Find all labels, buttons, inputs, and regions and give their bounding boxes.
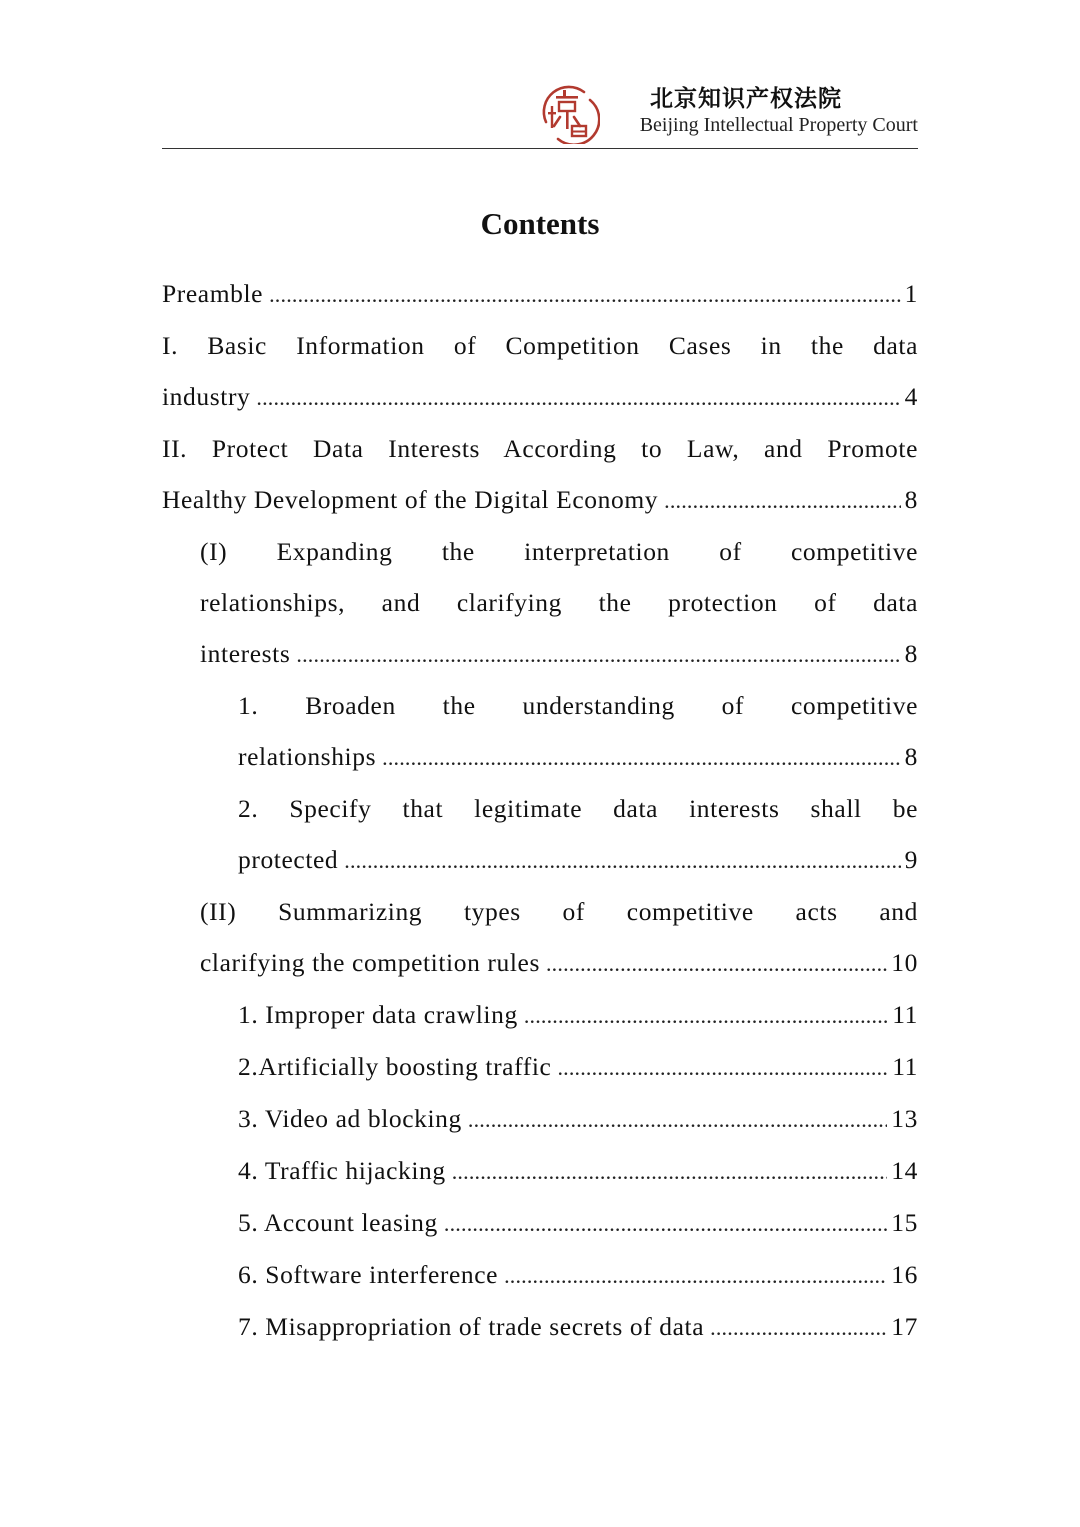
toc-entry-title: clarifying the competition rules: [200, 948, 540, 977]
toc-entry-text-line: relationships, and clarifying the protection of data: [200, 588, 918, 617]
dot-leader: [504, 1250, 887, 1301]
dot-leader: [664, 475, 901, 526]
toc-page-number: 11: [892, 1000, 918, 1029]
table-of-contents: [162, 268, 918, 1353]
toc-entry[interactable]: [162, 1093, 918, 1145]
toc-entry-title: 3. Video ad blocking: [238, 1104, 462, 1133]
toc-entry-text-line: (II) Summarizing types of competitive acts and: [200, 897, 918, 926]
toc-entry[interactable]: [162, 1041, 918, 1093]
toc-entry-title: 5. Account leasing: [238, 1208, 438, 1237]
toc-entry[interactable]: [162, 1197, 918, 1249]
toc-entry-title: interests: [200, 639, 291, 668]
toc-entry-title: 1. Improper data crawling: [238, 1000, 518, 1029]
toc-entry[interactable]: [162, 268, 918, 320]
toc-page-number: 17: [891, 1312, 918, 1341]
toc-entry-title: Preamble: [162, 279, 264, 308]
toc-entry-final-line: [238, 989, 918, 1041]
toc-entry-text-line: 2. Specify that legitimate data interests shall be: [238, 794, 918, 823]
court-logo-icon: [538, 82, 600, 144]
toc-entry-title: protected: [238, 845, 339, 874]
page-header: [162, 80, 918, 149]
toc-page-number: 11: [892, 1052, 918, 1081]
toc-entry-title: relationships: [238, 742, 377, 771]
dot-leader: [382, 732, 901, 783]
dot-leader: [557, 1042, 888, 1093]
toc-entry[interactable]: [162, 680, 918, 783]
toc-entry-title: Healthy Development of the Digital Economy: [162, 485, 659, 514]
court-name-chinese: 北京知识产权法院: [650, 86, 842, 112]
toc-entry-title: 6. Software interference: [238, 1260, 499, 1289]
dot-leader: [468, 1094, 887, 1145]
toc-page-number: 16: [891, 1260, 918, 1289]
toc-entry-final-line: [238, 1093, 918, 1145]
toc-entry-text-line: (I) Expanding the interpretation of competitive: [200, 537, 918, 566]
toc-entry[interactable]: [162, 423, 918, 526]
toc-page-number: 8: [904, 639, 918, 668]
toc-entry-title: industry: [162, 382, 251, 411]
toc-entry-final-line: [238, 1145, 918, 1197]
toc-page-number: 9: [904, 845, 918, 874]
toc-page-number: 15: [891, 1208, 918, 1237]
dot-leader: [710, 1302, 887, 1353]
toc-page-number: 14: [891, 1156, 918, 1185]
toc-entry[interactable]: [162, 989, 918, 1041]
toc-entry-text-line: 1. Broaden the understanding of competitive: [238, 691, 918, 720]
toc-entry-title: 4. Traffic hijacking: [238, 1156, 446, 1185]
toc-entry-final-line: [238, 1197, 918, 1249]
toc-entry-final-line: [238, 731, 918, 783]
toc-entry-final-line: [238, 834, 918, 886]
toc-entry[interactable]: [162, 783, 918, 886]
toc-entry[interactable]: [162, 320, 918, 423]
toc-entry[interactable]: [162, 886, 918, 989]
toc-entry-final-line: [200, 628, 918, 680]
toc-entry[interactable]: [162, 1249, 918, 1301]
dot-leader: [296, 629, 900, 680]
dot-leader: [452, 1146, 888, 1197]
toc-entry-text-line: II. Protect Data Interests According to Law, and Promote: [162, 434, 918, 463]
dot-leader: [269, 269, 901, 320]
toc-page-number: 10: [891, 948, 918, 977]
toc-entry[interactable]: [162, 1301, 918, 1353]
dot-leader: [256, 372, 900, 423]
toc-entry-final-line: [162, 268, 918, 320]
toc-page-number: 13: [891, 1104, 918, 1133]
toc-entry-title: 7. Misappropriation of trade secrets of data: [238, 1312, 705, 1341]
toc-entry-final-line: [200, 937, 918, 989]
toc-entry-title: 2.Artificially boosting traffic: [238, 1052, 552, 1081]
toc-entry[interactable]: [162, 1145, 918, 1197]
page-title: Contents: [480, 206, 600, 241]
dot-leader: [344, 835, 900, 886]
dot-leader: [444, 1198, 887, 1249]
toc-entry-final-line: [238, 1041, 918, 1093]
toc-page-number: 1: [904, 279, 918, 308]
dot-leader: [546, 938, 887, 989]
toc-entry-final-line: [238, 1249, 918, 1301]
toc-page-number: 4: [904, 382, 918, 411]
court-name-english: Beijing Intellectual Property Court: [639, 114, 918, 136]
toc-entry-final-line: [162, 474, 918, 526]
dot-leader: [524, 990, 888, 1041]
toc-page-number: 8: [904, 485, 918, 514]
toc-entry-final-line: [162, 371, 918, 423]
toc-entry[interactable]: [162, 526, 918, 680]
toc-entry-final-line: [238, 1301, 918, 1353]
toc-page-number: 8: [904, 742, 918, 771]
toc-entry-text-line: I. Basic Information of Competition Cases in the data: [162, 331, 918, 360]
